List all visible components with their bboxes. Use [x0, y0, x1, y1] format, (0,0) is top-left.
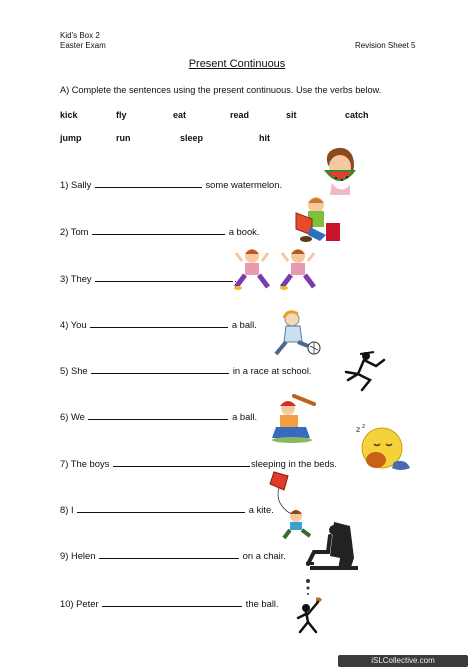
svg-text:z: z — [362, 423, 366, 430]
boy-reading-book-icon — [286, 195, 344, 245]
answer-blank-6[interactable] — [88, 410, 228, 420]
verb-catch: catch — [345, 110, 369, 120]
boy-hitting-ball-icon — [264, 394, 320, 444]
sentence-8: 8) I a kite. — [60, 504, 274, 515]
verb-eat: eat — [173, 110, 187, 120]
sentence-4: 4) You a ball. — [60, 319, 257, 330]
verb-run: run — [116, 133, 131, 143]
answer-blank-5[interactable] — [91, 364, 229, 374]
site-watermark: iSLCollective.com — [338, 655, 468, 667]
man-catching-ball-icon — [286, 578, 336, 634]
verb-jump: jump — [60, 133, 82, 143]
verb-read: read — [230, 110, 250, 120]
verb-sleep: sleep — [180, 133, 204, 143]
girl-kicking-ball-icon — [266, 310, 322, 360]
answer-blank-8[interactable] — [77, 503, 245, 513]
sentence-7: 7) The boys sleeping in the beds. — [60, 458, 337, 469]
verb-kick: kick — [60, 110, 78, 120]
verb-fly: fly — [116, 110, 127, 120]
answer-blank-1[interactable] — [95, 178, 202, 188]
header-line-1: Kid's Box 2 — [60, 31, 100, 40]
instructions: A) Complete the sentences using the present continuous. Use the verbs below. — [60, 85, 382, 95]
answer-blank-3[interactable] — [95, 272, 233, 282]
sentence-2: 2) Tom a book. — [60, 226, 260, 237]
answer-blank-4[interactable] — [90, 318, 228, 328]
header-line-2: Easter Exam — [60, 41, 106, 50]
sentence-6: 6) We a ball. — [60, 411, 258, 422]
answer-blank-9[interactable] — [99, 549, 239, 559]
woman-running-icon — [340, 350, 390, 392]
verb-sit: sit — [286, 110, 297, 120]
sentence-9: 9) Helen on a chair. — [60, 550, 286, 561]
kids-jumping-icon — [232, 247, 322, 292]
woman-sitting-chair-icon — [300, 518, 358, 574]
answer-blank-2[interactable] — [92, 225, 225, 235]
page-title: Present Continuous — [188, 58, 286, 70]
answer-blank-10[interactable] — [102, 597, 242, 607]
sentence-10: 10) Peter the ball. — [60, 598, 279, 609]
sentence-1: 1) Sally some watermelon. — [60, 179, 283, 190]
sentence-3: 3) They . — [60, 273, 237, 284]
answer-blank-7[interactable] — [113, 457, 250, 467]
verb-hit: hit — [259, 133, 270, 143]
girl-eating-watermelon-icon — [320, 145, 360, 195]
sentence-5: 5) She in a race at school. — [60, 365, 312, 376]
svg-text:z: z — [356, 425, 361, 434]
header-sheet-number: Revision Sheet 5 — [355, 41, 416, 50]
sleeping-moon-icon — [354, 422, 412, 474]
